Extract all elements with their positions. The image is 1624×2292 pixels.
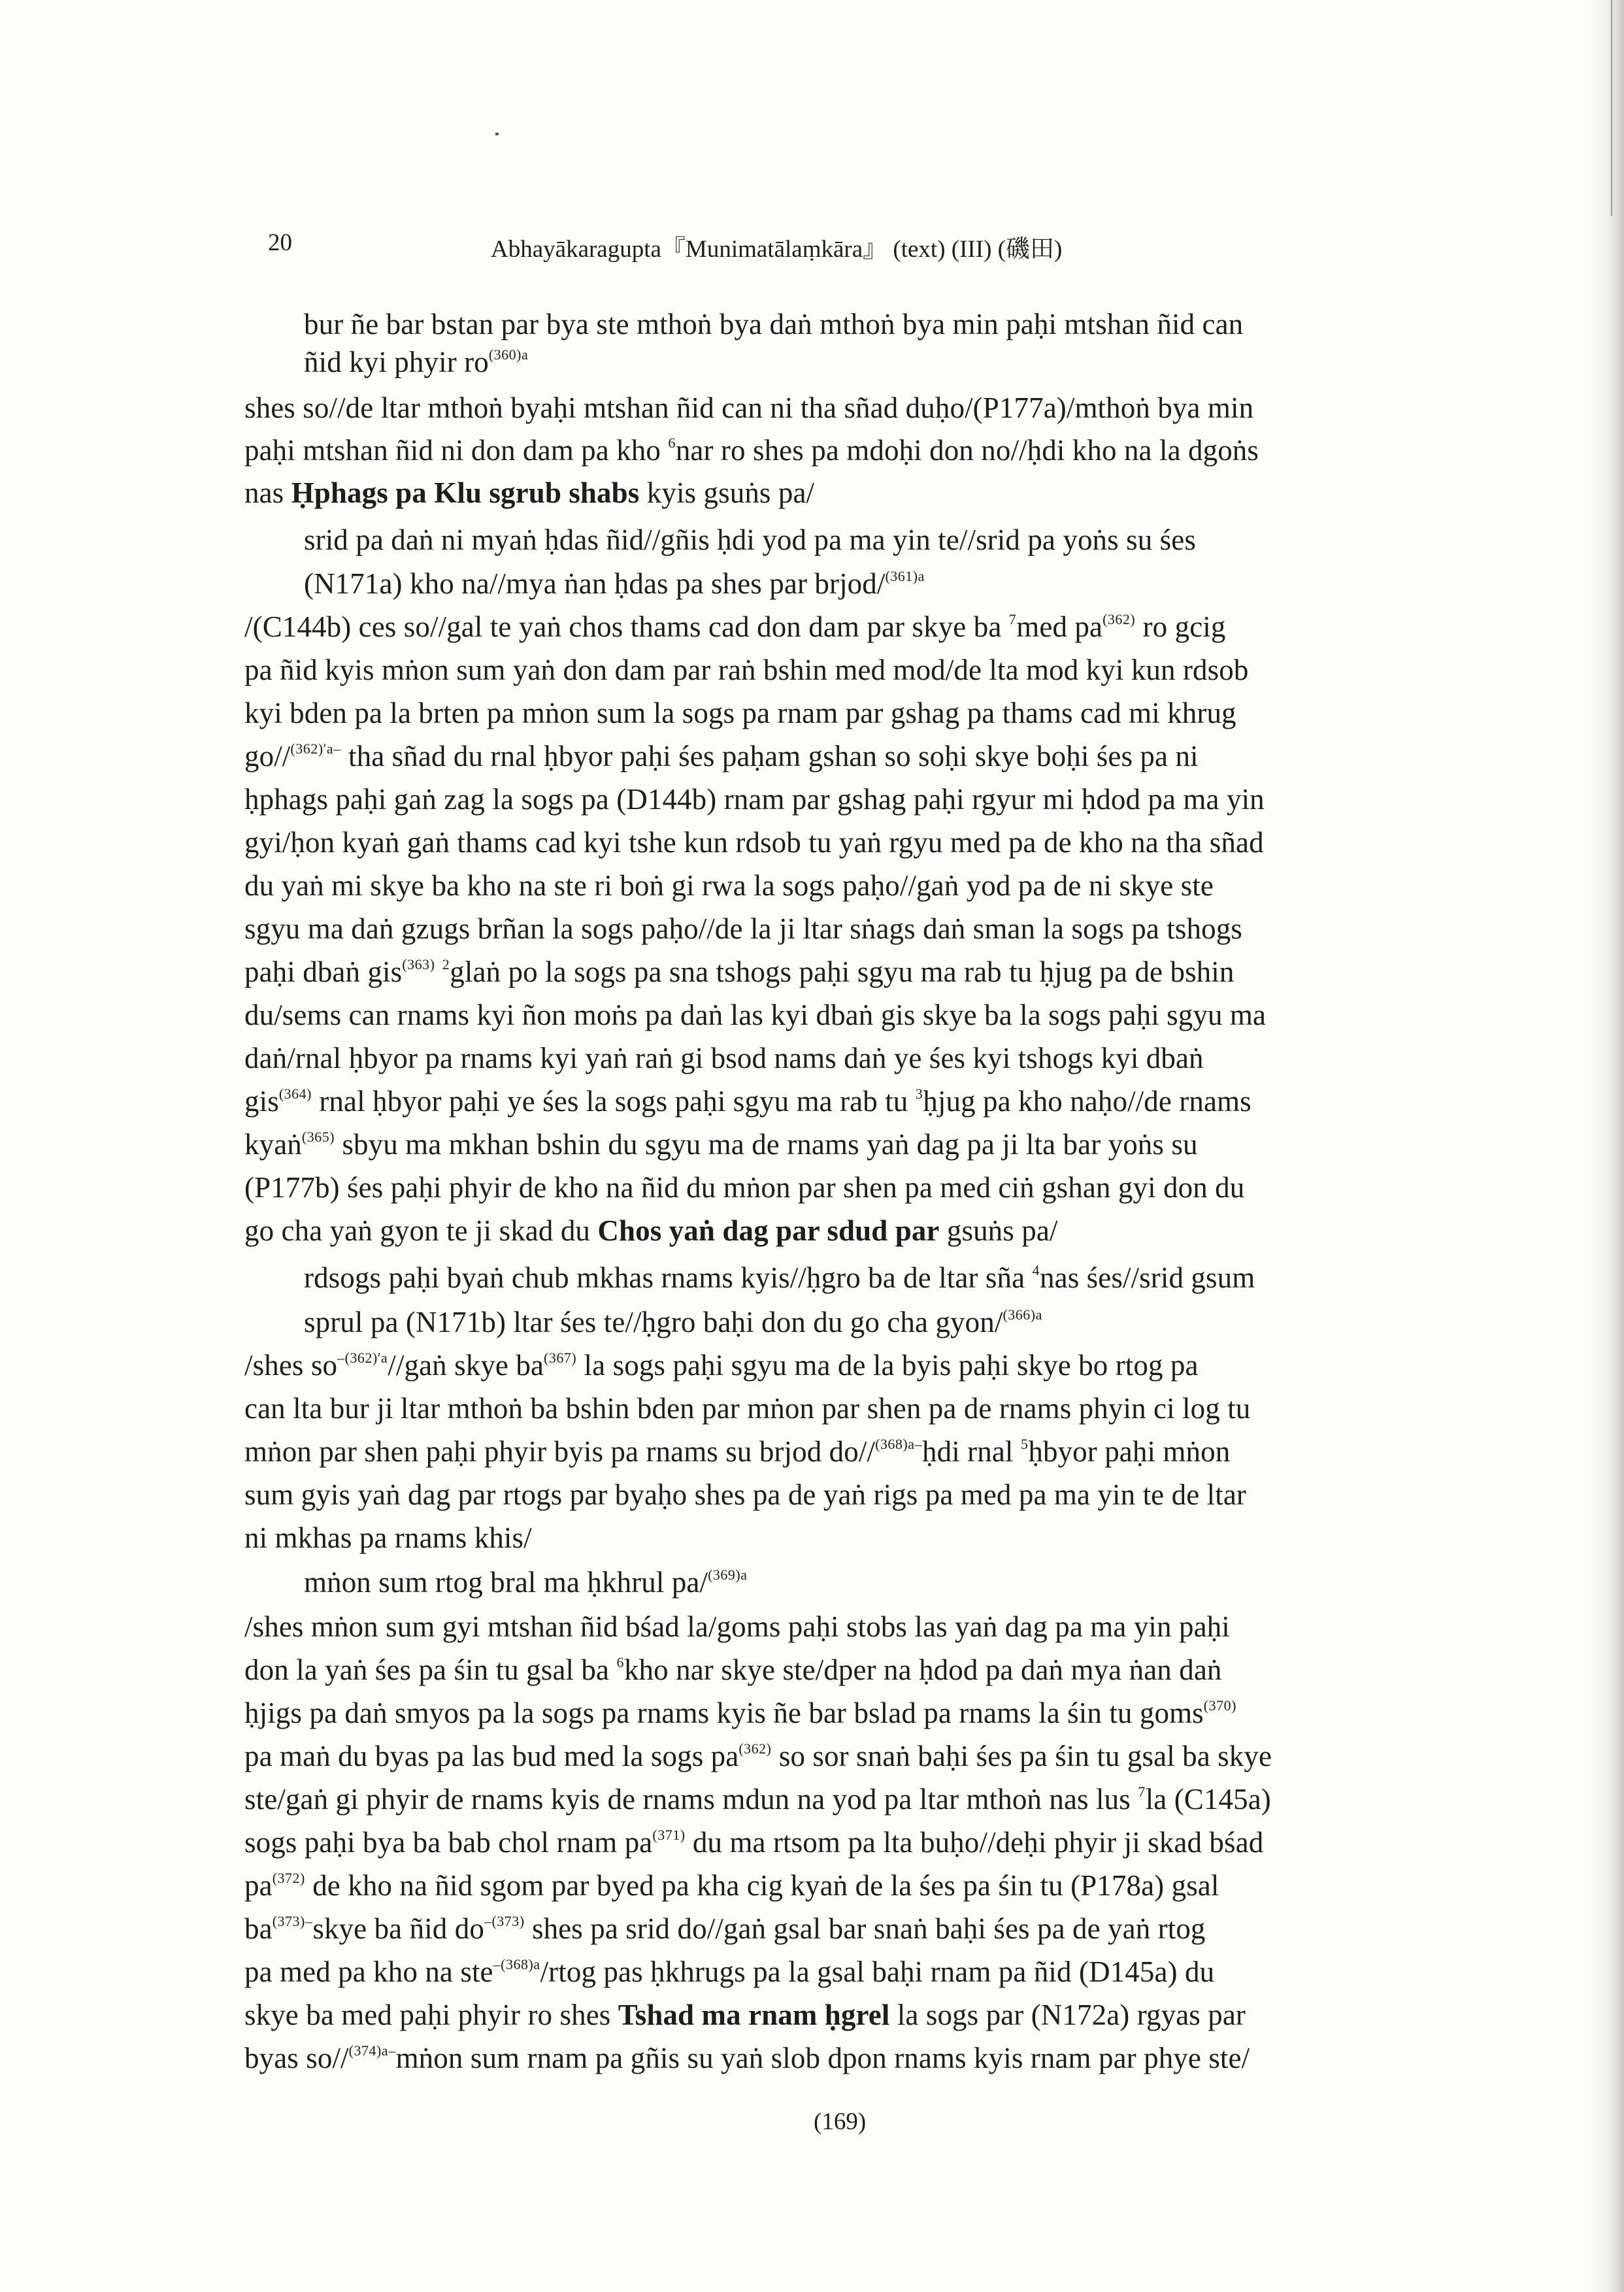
text-line: daṅ/rnal ḥbyor pa rnams kyi yaṅ raṅ gi bsod nams daṅ ye śes kyi tshogs kyi dbaṅ [244,1042,1204,1074]
text-line: ñid kyi phyir $ro^{(360)a}$ [304,346,529,378]
text-line: gyi/ḥon kyaṅ gaṅ thams cad kyi tshe kun rdsob tu yaṅ rgyu med pa de kho na tha sñad [244,826,1264,859]
page-number: 20 [268,229,292,256]
text-line: (N171a) kho na//mya ṅan ḥdas pa shes par brjod/$^{(361)a}$ [304,567,925,600]
text-line: shes so//de ltar mthoṅ byaḥi mtshan ñid can ni tha sñad duḥo/(P177a)/mthoṅ bya min [244,391,1254,424]
text-line: skye ba med paḥi phyir ro shes Tshad ma rnam ḥgrel la sogs par (N172a) rgyas par [244,1999,1246,2031]
text-line: du yaṅ mi skye ba kho na ste ri boṅ gi rwa la sogs paḥo//gaṅ yod pa de ni skye ste [244,869,1214,902]
text-line: $ba^{(373)-}skye$ ba ñid $do^{-(373)}$ shes pa srid do//gaṅ gsal bar snaṅ baḥi śes pa de yaṅ rtog [244,1912,1206,1945]
text-line: don la yaṅ śes pa śin tu gsal ba $^6$kho nar skye ste/dper na ḥdod pa daṅ mya ṅan daṅ [244,1653,1222,1686]
text-line: ste/gaṅ gi phyir de rnams kyis de rnams mdun na yod pa ltar mthoṅ nas lus $^7$la (C145a) [244,1783,1271,1816]
running-title: Abhayākaragupta『Munimatālaṃkāra』 (text) (III) (磯田) [491,236,1063,263]
text-line: sprul pa (N171b) ltar śes te//ḥgro baḥi don du go cha gyon/$^{(366)a}$ [304,1306,1042,1338]
text-line: (P177b) śes paḥi phyir de kho na ñid du mṅon par shen pa med ciṅ gshan gyi don du [244,1171,1245,1204]
scan-speck [495,133,499,135]
text-line: du/sems can rnams kyi ñon moṅs pa daṅ las kyi dbaṅ gis skye ba la sogs paḥi sgyu ma [244,999,1267,1031]
text-line: /(C144b) ces so//gal te yaṅ chos thams cad don dam par skye ba $^7$med $pa^{(362)}$ ro gcig [244,610,1226,643]
text-line: kyi bden pa la brten pa mṅon sum la sogs pa rnam par gshag pa thams cad mi khrug [244,697,1236,729]
paper-edge-shadow [1585,0,1624,2292]
text-line: ni mkhas pa rnams khis/ [244,1521,532,1554]
text-line: mṅon par shen paḥi phyir byis pa rnams su brjod do//$^{(368)a-}$ḥdi rnal $^5$ḥbyor paḥi mṅon [244,1435,1231,1468]
text-line: bur ñe bar bstan par bya ste mthoṅ bya daṅ mthoṅ bya min paḥi mtshan ñid can [304,308,1244,340]
text-line: nas Ḥphags pa Klu sgrub shabs kyis gsuṅs pa/ [244,476,815,509]
text-line: sgyu ma daṅ gzugs brñan la sogs paḥo//de la ji ltar sṅags daṅ sman la sogs pa tshogs [244,912,1242,945]
text-line: paḥi dbaṅ gis$^{(363)}$ $^2$glaṅ po la sogs pa sna tshogs paḥi sgyu ma rab tu ḥjug pa de bshin [244,955,1235,988]
text-line: kyaṅ$^{(365)}$ sbyu ma mkhan bshin du sgyu ma de rnams yaṅ dag pa ji lta bar yoṅs su [244,1128,1198,1161]
text-line: byas so//$^{(374)a-}$mṅon sum rnam pa gñis su yaṅ slob dpon rnams kyis rnam par phye ste/ [244,2042,1250,2074]
text-line: paḥi mtshan ñid ni don dam pa kho $^6$nar ro shes pa mdoḥi don no//ḥdi kho na la dgoṅs [244,434,1259,467]
text-line: /shes $so^{-(362)'a}/$/gaṅ skye $ba^{(367)}$ la sogs paḥi sgyu ma de la byis paḥi skye bo rtog pa [244,1349,1199,1382]
text-line: sum gyis yaṅ dag par rtogs par byaḥo shes pa de yaṅ rigs pa med pa ma yin te de ltar [244,1478,1246,1511]
text-line: can lta bur ji ltar mthoṅ ba bshin bden par mṅon par shen pa de rnams phyin ci log tu [244,1392,1251,1425]
text-line: pa ñid kyis mṅon sum yaṅ don dam par raṅ bshin med mod/de lta mod kyi kun rdsob [244,654,1249,686]
text-line: sogs paḥi bya ba bab chol rnam $pa^{(371)}$ du ma rtsom pa lta buḥo//deḥi phyir ji skad bśad [244,1826,1264,1859]
text-line: gis$^{(364)}$ rnal ḥbyor paḥi ye śes la sogs paḥi sgyu ma rab tu $^3$ḥjug pa kho naḥo//de rnams [244,1085,1251,1118]
text-line: $pa^{(372)}$ de kho na ñid sgom par byed pa kha cig kyaṅ de la śes pa śin tu (P178a) gsal [244,1869,1219,1902]
text-line: ḥphags paḥi gaṅ zag la sogs pa (D144b) rnam par gshag paḥi rgyur mi ḥdod pa ma yin [244,783,1265,816]
text-line: pa maṅ du byas pa las bud med la sogs $pa^{(362)}$ so sor snaṅ baḥi śes pa śin tu gsal ba skye [244,1740,1272,1772]
text-line: go cha yaṅ gyon te ji skad du Chos yaṅ dag par sdud par gsuṅs pa/ [244,1214,1058,1247]
text-line: srid pa daṅ ni myaṅ ḥdas ñid//gñis ḥdi yod pa ma yin te//srid pa yoṅs su śes [304,523,1196,556]
binding-edge-line [1611,0,1612,216]
text-line: mṅon sum rtog bral ma ḥkhrul pa/$^{(369)a}$ [304,1566,748,1599]
text-line: go//$^{(362)'a-}$ tha sñad du rnal ḥbyor paḥi śes paḥam gshan so soḥi skye boḥi śes pa ni [244,740,1199,772]
text-line: /shes mṅon sum gyi mtshan ñid bśad la/goms paḥi stobs las yaṅ dag pa ma yin paḥi [244,1610,1230,1643]
text-line: rdsogs paḥi byaṅ chub mkhas rnams kyis//ḥgro ba de ltar sña $^4$nas śes//srid gsum [304,1261,1255,1294]
folio-number: (169) [814,2108,867,2135]
text-line: pa med pa kho na ste$^{-(368)a}$/rtog pas ḥkhrugs pa la gsal baḥi rnam pa ñid (D145a) du [244,1955,1215,1988]
text-line: ḥjigs pa daṅ smyos pa la sogs pa rnams kyis ñe bar bslad pa rnams la śin tu goms$^{(370)}$ [244,1697,1236,1729]
